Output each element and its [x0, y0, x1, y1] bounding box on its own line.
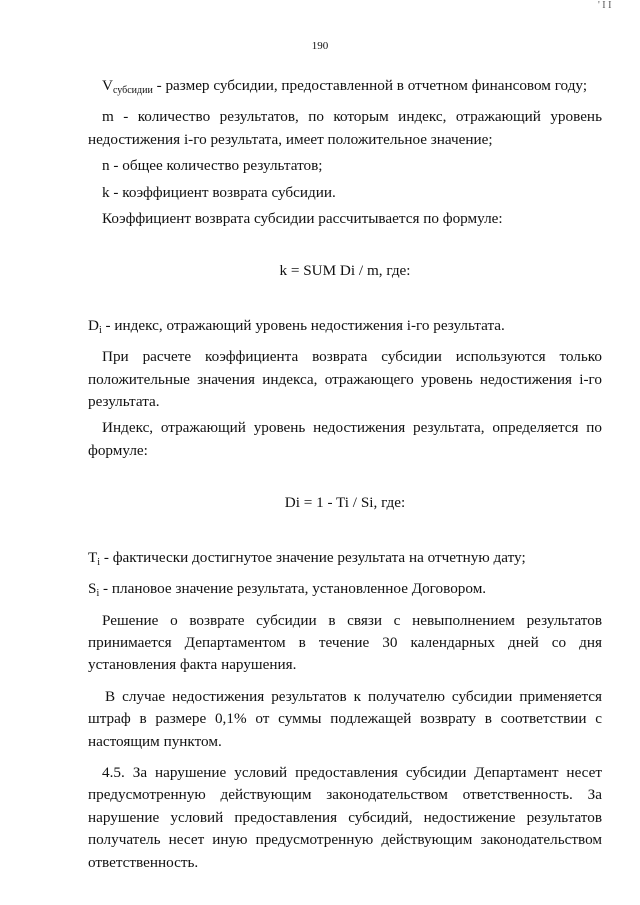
definition-text: - количество результатов, по которым индекс, отражающий уровень недостижения i-го результата, имеет положительное значение;: [88, 108, 602, 148]
definition-text: - размер субсидии, предоставленной в отчетном финансовом году;: [152, 77, 588, 94]
formula-k-text: k = SUM Di / m, где:: [279, 262, 411, 280]
intro-formula-d: Индекс, отражающий уровень недостижения результата, определяется по формуле:: [88, 419, 602, 459]
paragraph-decision: Решение о возврате субсидии в связи с невыполнением результатов принимается Департаментом в течение 30 календарных дней со дня установления факта нарушения.: [88, 611, 602, 674]
corner-mark: ' I I: [598, 0, 612, 11]
paragraph-fine: В случае недостижения результатов к получателю субсидии применяется штраф в размере 0,1% от суммы подлежащей возврату в соответствии с настоящим пунктом.: [88, 687, 602, 750]
definition-t: [88, 547, 602, 574]
definition-k: [88, 182, 602, 204]
formula-k: [88, 260, 602, 282]
formula-d-text: Di = 1 - Ti / Si, где:: [284, 494, 406, 512]
page-number: 190: [311, 40, 329, 52]
subscript: i: [98, 324, 102, 336]
symbol: n: [102, 157, 110, 175]
subscript: i: [97, 556, 101, 568]
definition-m: [88, 106, 602, 151]
symbol: V: [102, 77, 113, 94]
definition-v: [88, 75, 602, 102]
symbol: S: [88, 580, 97, 598]
subscript: субсидии: [112, 85, 153, 96]
definition-text: - общее количество результатов;: [109, 157, 323, 175]
definition-text: - индекс, отражающий уровень недостижения i-го результата.: [101, 316, 505, 334]
paragraph-positive-values: При расчете коэффициента возврата субсидии используются только положительные значения индекса, отражающего уровень недостижения i-го результата.: [88, 348, 602, 411]
symbol: k: [102, 183, 110, 201]
symbol: m: [102, 108, 114, 126]
document-body: [88, 72, 602, 874]
definition-text: - плановое значение результата, установленное Договором.: [99, 580, 487, 598]
formula-d: [88, 492, 602, 514]
symbol: T: [88, 548, 98, 566]
paragraph-4-5: 4.5. За нарушение условий предоставления субсидии Департамент несет предусмотренную действующим законодательством ответственность. За нарушение условий предоставления субсидий, недостижение результатов получатель несет иную предусмотренную действующим законодательством ответственность.: [88, 763, 602, 871]
symbol: D: [88, 316, 99, 334]
definition-text: - коэффициент возврата субсидии.: [109, 183, 336, 201]
definition-n: [88, 155, 602, 177]
definition-d: [88, 315, 602, 342]
subscript: i: [96, 588, 100, 600]
intro-formula-k: Коэффициент возврата субсидии рассчитывается по формуле:: [102, 210, 503, 228]
definition-s: [88, 578, 602, 605]
definition-text: - фактически достигнутое значение результата на отчетную дату;: [100, 548, 526, 566]
